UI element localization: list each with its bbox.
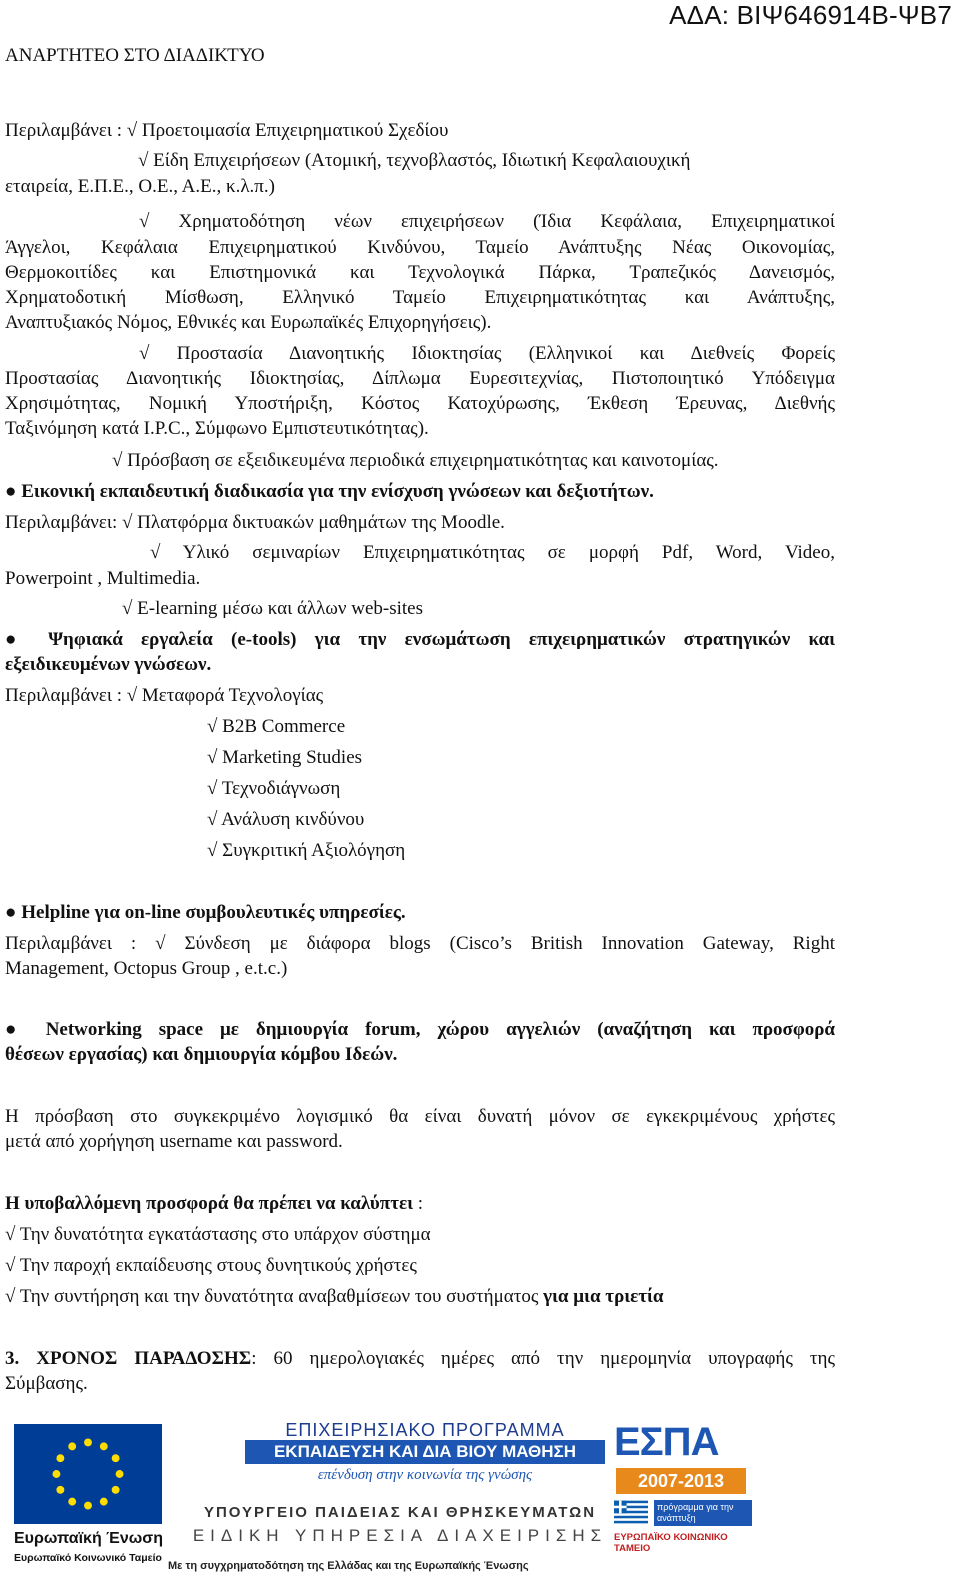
ada-code: ΑΔΑ: ΒΙΨ646914Β-ΨΒ7 xyxy=(669,0,952,30)
text-line: Powerpoint , Multimedia. xyxy=(5,568,201,589)
program-line1: ΕΠΙΧΕΙΡΗΣΙΑΚΟ ΠΡΟΓΡΑΜΜΑ xyxy=(285,1420,565,1440)
section-heading: εξειδικευμένων γνώσεων. xyxy=(5,654,212,675)
offer-heading-bold: Η υποβαλλόμενη προσφορά θα πρέπει να καλύπτει xyxy=(5,1193,413,1214)
text-line: Management, Octopus Group , e.t.c.) xyxy=(5,958,288,979)
espa-logo xyxy=(614,1420,760,1558)
list-item-bold: για μια τριετία xyxy=(543,1286,664,1307)
section-heading: θέσεων εργασίας) και δημιουργία κόμβου Ιδεών. xyxy=(5,1044,398,1065)
text-line: Θερμοκοιτίδες και Επιστημονικά και Τεχνολογικά Πάρκα, Τραπεζικός Δανεισμός, xyxy=(5,262,835,283)
ministry-name: ΥΠΟΥΡΓΕΙΟ ΠΑΙΔΕΙΑΣ ΚΑΙ ΘΡΗΣΚΕΥΜΑΤΩΝ xyxy=(203,1504,597,1521)
text-line: √ Πρόσβαση σε εξειδικευμένα περιοδικά επιχειρηματικότητας και καινοτομίας. xyxy=(112,450,719,471)
text-line: Περιλαμβάνει : √ Προετοιμασία Επιχειρηματικού Σχεδίου xyxy=(5,120,449,141)
text-line: εταιρεία, Ε.Π.Ε., Ο.Ε., Α.Ε., κ.λ.π.) xyxy=(5,176,275,197)
text-line: Περιλαμβάνει : √ Μεταφορά Τεχνολογίας xyxy=(5,685,324,706)
list-item-text: √ Την συντήρηση και την δυνατότητα αναβαθμίσεων του συστήματος xyxy=(5,1286,544,1307)
list-item: √ B2B Commerce xyxy=(207,716,346,737)
list-item: √ Τεχνοδιάγνωση xyxy=(207,778,341,799)
list-item: √ Την παροχή εκπαίδευσης στους δυνητικούς χρήστες xyxy=(5,1255,417,1276)
text-line: Χρησιμότητας, Νομική Υποστήριξη, Κόστος Κατοχύρωσης, Έκθεση Έρευνας, Διεθνής xyxy=(5,393,835,414)
authority-name: ΕΙΔΙΚΗ ΥΠΗΡΕΣΙΑ ΔΙΑΧΕΙΡΙΣΗΣ xyxy=(192,1526,608,1545)
text-line: √ Υλικό σεμιναρίων Επιχειρηματικότητας σε μορφή Pdf, Word, Video, xyxy=(150,542,835,563)
text-line: Αναπτυξιακός Νόμος, Εθνικές και Ευρωπαϊκές Επιχορηγήσεις). xyxy=(5,312,492,333)
section-heading: ● Helpline για on-line συμβουλευτικές υπηρεσίες. xyxy=(5,902,406,923)
eu-name: Ευρωπαϊκή Ένωση xyxy=(14,1530,163,1547)
espa-fund: ΕΥΡΩΠΑΪΚΟ ΚΟΙΝΩΝΙΚΟ ΤΑΜΕΙΟ xyxy=(614,1532,728,1554)
list-item: √ Συγκριτική Αξιολόγηση xyxy=(207,840,406,861)
section-heading: ● Εικονική εκπαιδευτική διαδικασία για την ενίσχυση γνώσεων και δεξιοτήτων. xyxy=(5,481,654,502)
espa-tagline: πρόγραμμα για την ανάπτυξη xyxy=(654,1500,752,1526)
text-line: √ E-learning μέσω και άλλων web-sites xyxy=(122,598,423,619)
text-line: μετά από χορήγηση username και password. xyxy=(5,1131,343,1152)
section-heading: ● Networking space με δημιουργία forum, χώρου αγγελιών (αναζήτηση και προσφορά xyxy=(5,1019,835,1040)
espa-years: 2007-2013 xyxy=(616,1468,746,1494)
text-line: Προστασίας Διανοητικής Ιδιοκτησίας, Δίπλωμα Ευρεσιτεχνίας, Πιστοποιητικό Υπόδειγμα xyxy=(5,368,835,389)
delivery-time-heading: 3. ΧΡΟΝΟΣ ΠΑΡΑΔΟΣΗΣ xyxy=(5,1348,252,1369)
program-slogan: επένδυση στην κοινωνία της γνώσης xyxy=(317,1467,533,1483)
text-line: Η πρόσβαση στο συγκεκριμένο λογισμικό θα είναι δυνατή μόνον σε εγκεκριμένους χρήστες xyxy=(5,1106,835,1127)
publish-note: ΑΝΑΡΤΗΤΕΟ ΣΤΟ ΔΙΑΔΙΚΤΥΟ xyxy=(5,45,265,66)
text-line: √ Είδη Επιχειρήσεων (Ατομική, τεχνοβλαστός, Ιδιωτική Κεφαλαιουχική xyxy=(138,150,691,171)
eu-flag-icon xyxy=(14,1424,162,1524)
list-item: √ Ανάλυση κινδύνου xyxy=(207,809,365,830)
text-line: Σύμβασης. xyxy=(5,1373,88,1394)
cofunding-note: Με τη συγχρηματοδότηση της Ελλάδας και της Ευρωπαϊκής Ένωσης xyxy=(168,1560,529,1572)
text-line: Ταξινόμηση κατά I.P.C., Σύμφωνο Εμπιστευτικότητας). xyxy=(5,418,429,439)
text-line: Χρηματοδοτική Μίσθωση, Ελληνικό Ταμείο Επιχειρηματικότητας και Ανάπτυξης, xyxy=(5,287,835,308)
text-line: Περιλαμβάνει : √ Σύνδεση με διάφορα blogs (Cisco’s British Innovation Gateway, Right xyxy=(5,933,835,954)
offer-heading xyxy=(5,1191,835,1216)
eu-fund: Ευρωπαϊκό Κοινωνικό Ταμείο xyxy=(14,1552,162,1564)
list-item xyxy=(5,1284,835,1309)
list-item: √ Marketing Studies xyxy=(207,747,363,768)
list-item: √ Την δυνατότητα εγκατάστασης στο υπάρχον σύστημα xyxy=(5,1224,431,1245)
delivery-time xyxy=(5,1346,835,1371)
text-line: Άγγελοι, Κεφάλαια Επιχειρηματικού Κινδύνου, Ταμείο Ανάπτυξης Νέας Οικονομίας, xyxy=(5,237,835,258)
program-line2: ΕΚΠΑΙΔΕΥΣΗ ΚΑΙ ΔΙΑ ΒΙΟΥ ΜΑΘΗΣΗ xyxy=(245,1440,605,1464)
eu-flag-graphic xyxy=(14,1424,162,1524)
text-line: Περιλαμβάνει: √ Πλατφόρμα δικτυακών μαθημάτων της Moodle. xyxy=(5,512,505,533)
program-logo xyxy=(245,1420,605,1496)
greek-flag-icon xyxy=(614,1500,648,1524)
funding-banner xyxy=(0,1418,960,1585)
espa-wordmark: ΕΣΠΑ xyxy=(614,1420,719,1464)
text-line: √ Χρηματοδότηση νέων επιχειρήσεων (Ίδια Κεφάλαια, Επιχειρηματικοί xyxy=(139,211,835,232)
offer-heading-colon: : xyxy=(412,1193,424,1214)
text-line: √ Προστασία Διανοητικής Ιδιοκτησίας (Ελληνικοί και Διεθνείς Φορείς xyxy=(139,343,835,364)
delivery-time-text: : 60 ημερολογιακές ημέρες από την ημερομηνία υπογραφής της xyxy=(251,1348,835,1369)
section-heading: ● Ψηφιακά εργαλεία (e-tools) για την ενσωμάτωση επιχειρηματικών στρατηγικών και xyxy=(5,629,835,650)
